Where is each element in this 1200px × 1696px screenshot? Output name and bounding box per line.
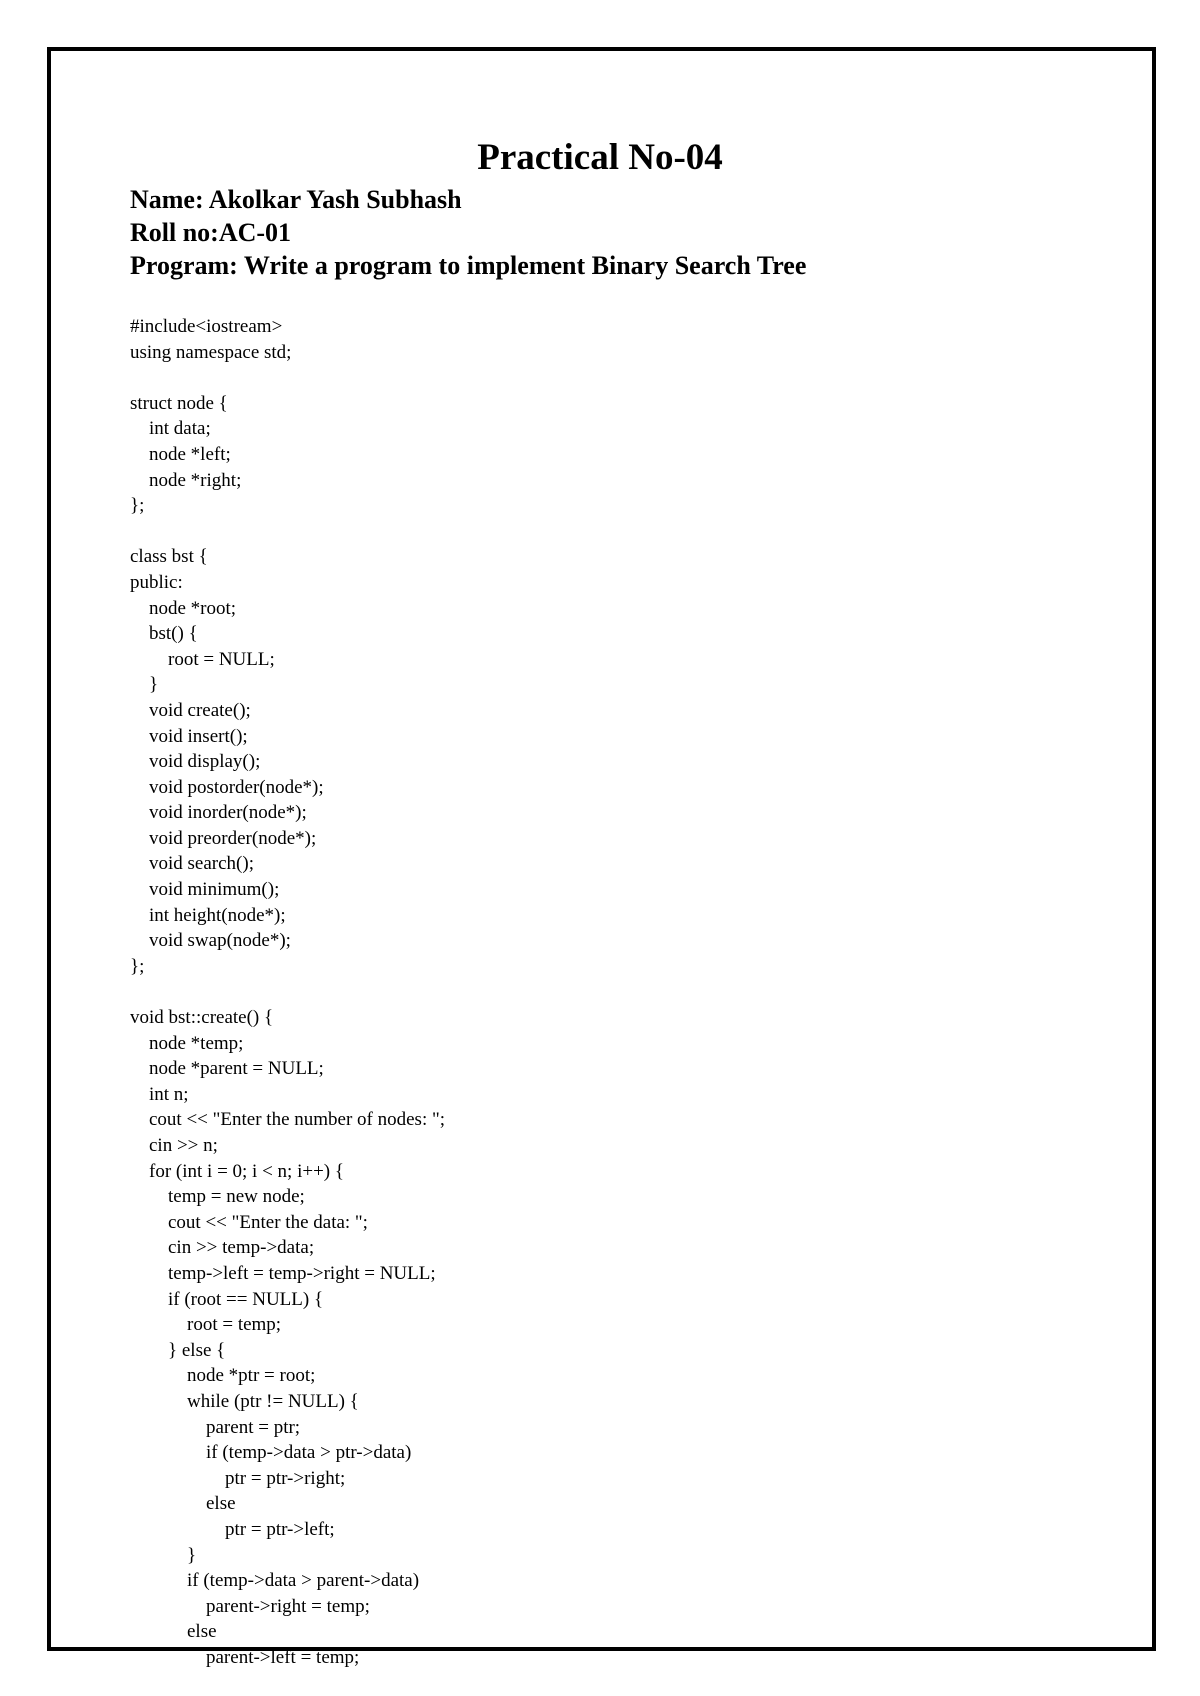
code-line: node *temp; xyxy=(130,1032,244,1054)
code-line: void inorder(node*); xyxy=(130,802,307,824)
page-title: Practical No-04 xyxy=(477,137,723,178)
code-line: parent = ptr; xyxy=(130,1416,301,1438)
code-line: node *right; xyxy=(130,469,242,491)
code-line: if (temp->data > ptr->data) xyxy=(130,1442,412,1464)
code-line: root = temp; xyxy=(130,1314,282,1336)
code-line: node *ptr = root; xyxy=(130,1365,316,1387)
code-listing xyxy=(130,314,445,1670)
code-line: void search(); xyxy=(130,853,254,875)
code-line: bst() { xyxy=(130,623,198,645)
code-line: cin >> temp->data; xyxy=(130,1237,315,1259)
code-line: #include<iostream> xyxy=(130,316,283,337)
code-line: else xyxy=(130,1493,236,1515)
code-line: void swap(node*); xyxy=(130,930,291,952)
code-line: }; xyxy=(130,495,145,517)
code-line: struct node { xyxy=(130,392,228,414)
code-line: void insert(); xyxy=(130,725,248,747)
code-line: node *root; xyxy=(130,597,237,619)
code-line: while (ptr != NULL) { xyxy=(130,1390,359,1412)
code-line: void postorder(node*); xyxy=(130,776,324,798)
code-line: using namespace std; xyxy=(130,341,292,363)
code-line: node *parent = NULL; xyxy=(130,1058,324,1080)
code-line: }; xyxy=(130,955,145,977)
code-line xyxy=(130,519,445,545)
code-line: void minimum(); xyxy=(130,879,280,901)
code-line: temp->left = temp->right = NULL; xyxy=(130,1262,436,1284)
student-name: Name: Akolkar Yash Subhash xyxy=(130,185,462,214)
code-line: root = NULL; xyxy=(130,648,275,670)
code-line: if (root == NULL) { xyxy=(130,1288,324,1310)
roll-number: Roll no:AC-01 xyxy=(130,218,292,247)
code-line xyxy=(130,979,445,1005)
code-line: cin >> n; xyxy=(130,1135,218,1156)
code-line: cout << "Enter the number of nodes: "; xyxy=(130,1109,446,1131)
code-line: void bst::create() { xyxy=(130,1007,274,1029)
code-line: } xyxy=(130,674,159,696)
code-line: parent->left = temp; xyxy=(130,1646,360,1668)
code-line: else xyxy=(130,1621,217,1643)
code-line: if (temp->data > parent->data) xyxy=(130,1570,420,1592)
code-line: temp = new node; xyxy=(130,1186,305,1208)
code-line: void create(); xyxy=(130,699,251,721)
code-line: public: xyxy=(130,571,183,593)
code-line: ptr = ptr->left; xyxy=(130,1518,335,1540)
code-line: ptr = ptr->right; xyxy=(130,1467,346,1489)
code-line: } else { xyxy=(130,1339,226,1361)
code-line: cout << "Enter the data: "; xyxy=(130,1211,368,1233)
code-line: void display(); xyxy=(130,751,261,773)
code-line: } xyxy=(130,1544,197,1566)
code-line: int n; xyxy=(130,1083,189,1105)
code-line: for (int i = 0; i < n; i++) { xyxy=(130,1160,344,1182)
code-line: node *left; xyxy=(130,443,231,465)
code-line: int data; xyxy=(130,418,211,440)
code-line: class bst { xyxy=(130,546,208,568)
code-line: int height(node*); xyxy=(130,904,286,926)
code-line: parent->right = temp; xyxy=(130,1595,370,1617)
program-statement: Program: Write a program to implement Binary Search Tree xyxy=(130,251,807,280)
code-line: void preorder(node*); xyxy=(130,827,317,849)
code-line xyxy=(130,365,445,391)
